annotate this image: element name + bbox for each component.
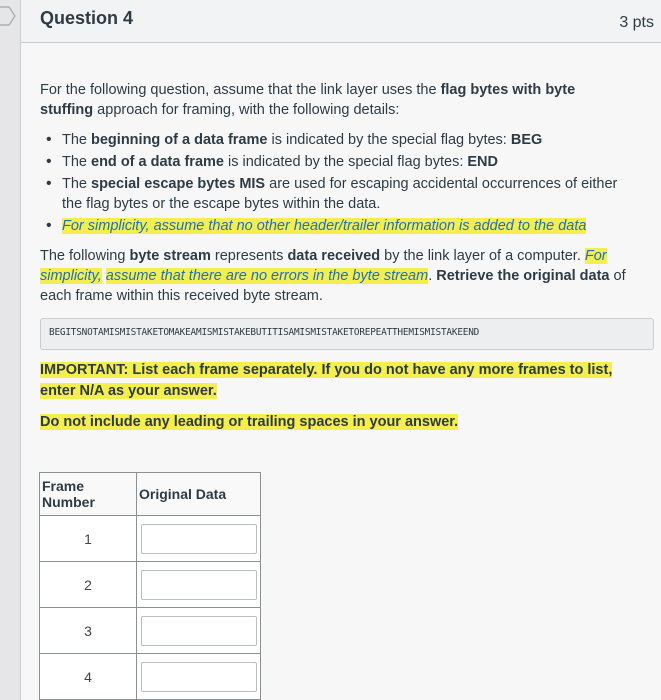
para-text: represents (210, 248, 288, 264)
intro-text-end: approach for framing, with the following details: (93, 102, 400, 118)
frames-table (39, 472, 261, 700)
list-item (40, 216, 640, 236)
question-card (20, 0, 661, 700)
frame-number: 1 (40, 516, 137, 562)
list-item (40, 130, 640, 150)
intro-text: For the following question, assume that the link layer uses the (40, 82, 441, 98)
bullet-bold: end of a data frame (91, 154, 224, 170)
intro-bold: flag bytes with byte stuffing (40, 82, 576, 118)
para-bold: data received (287, 248, 381, 264)
table-row (40, 654, 261, 700)
question-points: 3 pts (619, 14, 654, 31)
answer-input-3[interactable] (141, 616, 257, 646)
answer-cell (137, 562, 261, 608)
bullet-text: The (62, 132, 92, 148)
para-bold: byte stream (129, 248, 211, 264)
byte-stream-text: BEGITSNOTAMISMISTAKETOMAKEAMISMISTAKEBUTITISAMISMISTAKETOREPEATTHEMISMISTAKEEND (49, 327, 480, 338)
frame-number: 3 (40, 608, 137, 654)
intro-paragraph (40, 80, 600, 120)
answer-cell (137, 608, 261, 654)
spaces-note (40, 412, 650, 433)
table-row (40, 608, 261, 654)
column-header-original-data: Original Data (137, 473, 261, 516)
bullet-bold: special escape bytes MIS (91, 176, 266, 192)
answer-input-4[interactable] (141, 662, 257, 692)
para-text: of each frame within this received byte stream. (40, 268, 626, 304)
bullet-text: is indicated by the special flag bytes: (267, 132, 511, 148)
answer-cell (137, 654, 261, 700)
byte-stream-paragraph (40, 246, 650, 306)
para-highlight: assume that there are no errors in the byte stream (105, 268, 429, 284)
important-note (40, 360, 650, 402)
list-item (40, 152, 640, 172)
bullet-text: The (62, 176, 92, 192)
bullet-flag: END (467, 154, 499, 170)
bullet-flag: BEG (510, 132, 543, 148)
table-header-row (40, 473, 261, 516)
para-text: by the link layer of a computer. (380, 248, 585, 264)
table-row (40, 516, 261, 562)
bullet-bold: beginning of a data frame (91, 132, 268, 148)
bullet-text: is indicated by the special flag bytes: (223, 154, 468, 170)
page-left-edge (0, 0, 20, 700)
bullet-text: are used for escaping accidental occurrences of either the flag bytes or the escape bytes within the data. (62, 176, 618, 212)
question-header (21, 0, 661, 43)
bullet-text: The (62, 154, 92, 170)
para-text: . (428, 268, 437, 284)
details-list (40, 130, 640, 238)
table-row (40, 562, 261, 608)
column-header-frame-number: Frame Number (40, 473, 137, 516)
list-item (40, 174, 640, 214)
simplicity-link[interactable]: For simplicity, (40, 248, 607, 284)
important-text: IMPORTANT: List each frame separately. If you do not have any more frames to list, enter N/A as your answer. (40, 362, 613, 399)
spaces-note-text: Do not include any leading or trailing spaces in your answer. (40, 414, 459, 430)
frame-number: 2 (40, 562, 137, 608)
question-flag-icon[interactable] (0, 6, 16, 26)
answer-input-1[interactable] (141, 524, 257, 554)
answer-cell (137, 516, 261, 562)
bullet-highlight: For simplicity, assume that no other header/trailer information is added to the data (62, 218, 587, 234)
answer-input-2[interactable] (141, 570, 257, 600)
frame-number: 4 (40, 654, 137, 700)
question-title: Question 4 (40, 8, 134, 28)
byte-stream-box (40, 318, 654, 350)
para-text: The following (40, 248, 130, 264)
para-bold: Retrieve the original data (436, 268, 610, 284)
